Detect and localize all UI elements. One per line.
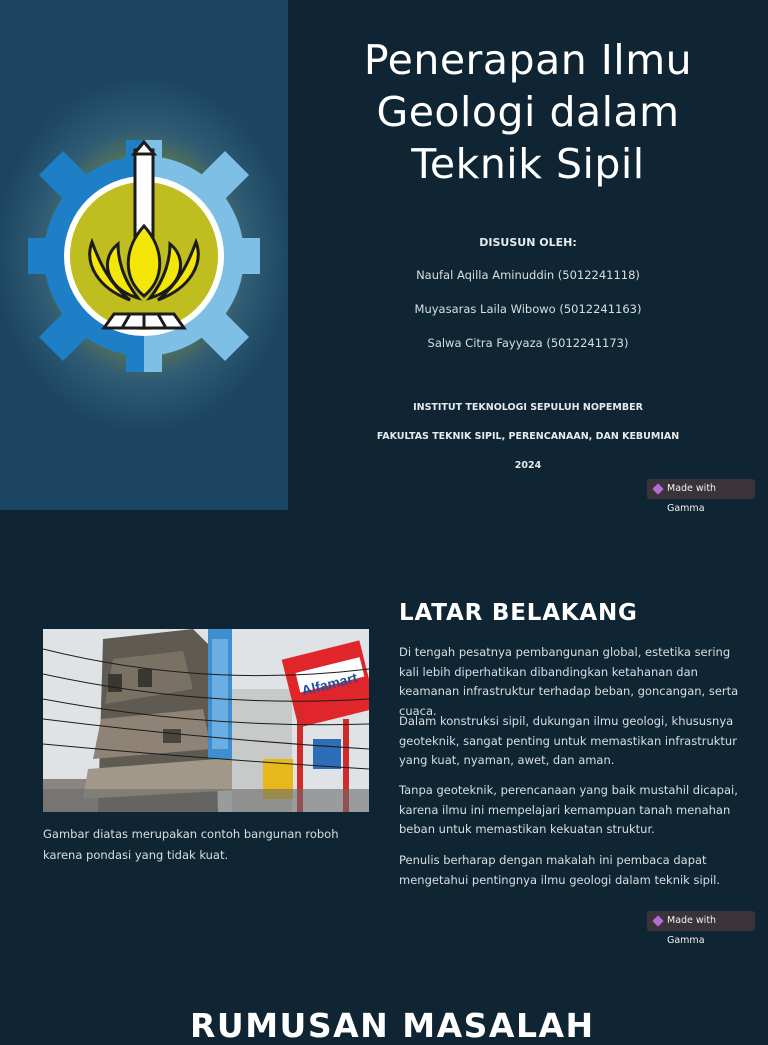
badge-label: Made with Gamma [667,915,717,946]
institute-name: INSTITUT TEKNOLOGI SEPULUH NOPEMBER [413,402,643,413]
title-line-1: Penerapan Ilmu [363,36,693,84]
paragraph-3: Tanpa geoteknik, perencanaan yang baik mustahil dicapai, karena ilmu ini mempelajari kemampuan tanah menahan beban untuk memastikan kekuatan struktur. [399,783,738,836]
badge-label: Made with Gamma [667,483,717,514]
logo-panel [0,0,288,510]
section-heading-latar-belakang: LATAR BELAKANG [399,600,638,626]
presentation-title [300,34,756,190]
paragraph-4: Penulis berharap dengan makalah ini pembaca dapat mengetahui pentingnya ilmu geologi dalam teknik sipil. [399,853,721,887]
section-heading-rumusan-masalah: RUMUSAN MASALAH [190,1006,595,1045]
title-line-3: Teknik Sipil [411,140,645,188]
authors-heading: DISUSUN OLEH: [479,236,577,249]
year: 2024 [514,460,542,471]
gamma-icon [652,915,663,926]
collapsed-building-photo [43,629,369,812]
made-with-gamma-badge[interactable] [647,479,755,514]
author-1: Naufal Aqilla Aminuddin (5012241118) [416,268,640,282]
paragraph-2: Dalam konstruksi sipil, dukungan ilmu geologi, khususnya geoteknik, sangat penting untuk memastikan infrastruktur yang kuat, nyaman, awet, dan aman. [399,714,737,767]
author-2: Muyasaras Laila Wibowo (5012241163) [414,302,642,316]
faculty-name: FAKULTAS TEKNIK SIPIL, PERENCANAAN, DAN KEBUMIAN [376,431,680,442]
store-sign-text: Alfamart [299,669,359,699]
its-logo-icon [26,138,262,374]
paragraph-1: Di tengah pesatnya pembangunan global, estetika sering kali lebih diperhatikan dibandingkan ketahanan dan keamanan infrastruktur terhadap beban, goncangan, serta cuaca. [399,645,739,718]
gamma-icon [652,483,663,494]
photo-caption: Gambar diatas merupakan contoh bangunan roboh karena pondasi yang tidak kuat. [43,827,339,862]
made-with-gamma-badge-2[interactable] [647,911,755,946]
author-3: Salwa Citra Fayyaza (5012241173) [427,336,629,350]
title-slide [0,0,768,514]
title-line-2: Geologi dalam [376,88,680,136]
